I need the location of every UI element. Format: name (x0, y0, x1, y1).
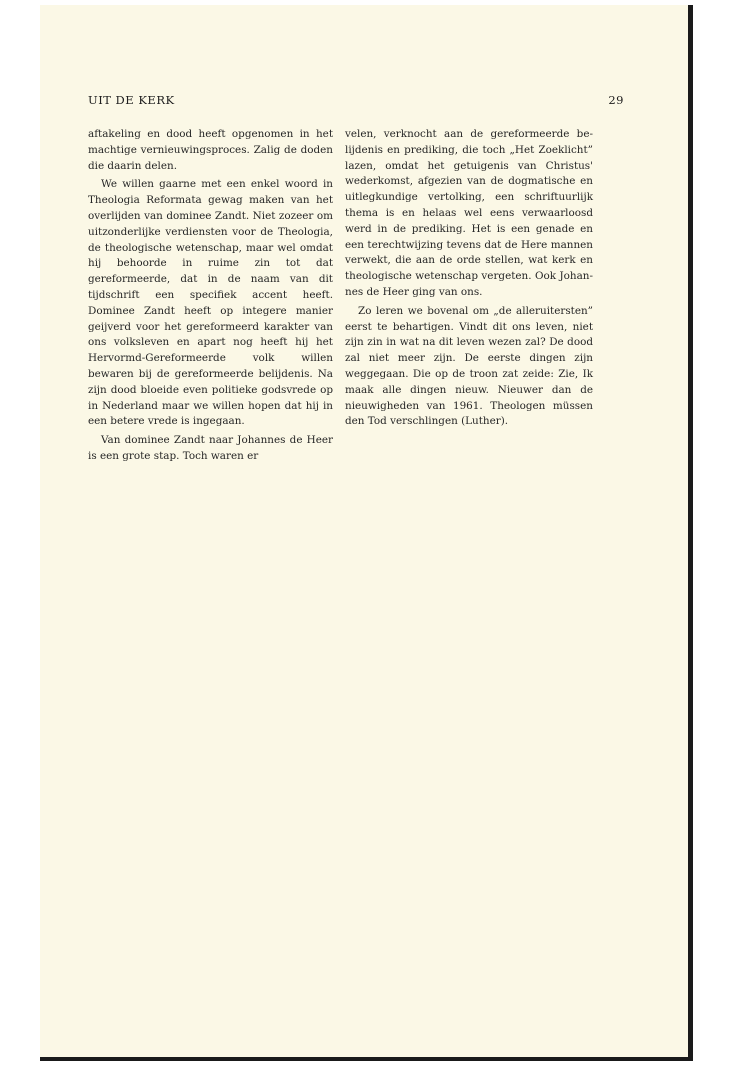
paragraph: We willen gaarne met een enkel woord in Theologia Reformata gewag maken van het overlijden van dominee Zandt. Niet zozeer om uitzonderlijke verdiensten voor de Theologia, de theologische wetenschap, maar wel omdat hij behoorde in ruime zin tot dat gereformeerde, dat in de naam van dit tijdschrift een specifiek accent heeft. Dominee Zandt heeft op integere manier geijverd voor het gereformeerd karakter van ons volksleven en apart nog heeft hij het Hervormd-Gereformeerde volk willen bewaren bij de gereformeerde belijdenis. Na zijn dood bloeide even politieke godsvrede op in Nederland maar we willen hopen dat hij in een betere vrede is ingegaan. (88, 178, 333, 428)
running-title: UIT DE KERK (88, 93, 175, 107)
left-column (88, 127, 333, 468)
paragraph: Zo leren we bovenal om „de alleruitersten” eerst te behartigen. Vindt dit ons leven, niet zijn zin in wat na dit leven wezen zal? De dood zal niet meer zijn. De eerste dingen zijn weggegaan. Die op de troon zat zeide: Zie, Ik maak alle dingen nieuw. Nieuwer dan de nieuwigheden van 1961. Theologen müssen den Tod verschlingen (Luther). (345, 304, 593, 428)
right-column (345, 127, 593, 433)
paragraph: Van dominee Zandt naar Johannes de Heer is een grote stap. Toch waren er (88, 434, 333, 462)
page-sheet (40, 5, 693, 1061)
paragraph: velen, verknocht aan de gereformeerde belijdenis en prediking, die toch „Het Zoeklicht” lazen, omdat het getuigenis van Christus' wederkomst, afgezien van de dogmatische en uitlegkundige vertolking, een schriftuurlijk thema is en helaas wel eens verwaarloosd werd in de prediking. Het is een genade en een terechtwijzing tevens dat de Here mannen verwekt, die aan de orde stellen, wat kerk en theologische wetenschap vergeten. Ook Johannes de Heer ging van ons. (345, 128, 593, 298)
paragraph: aftakeling en dood heeft opgenomen in het machtige vernieuwingsproces. Zalig de doden die daarin delen. (88, 128, 333, 172)
page-number: 29 (608, 93, 624, 107)
